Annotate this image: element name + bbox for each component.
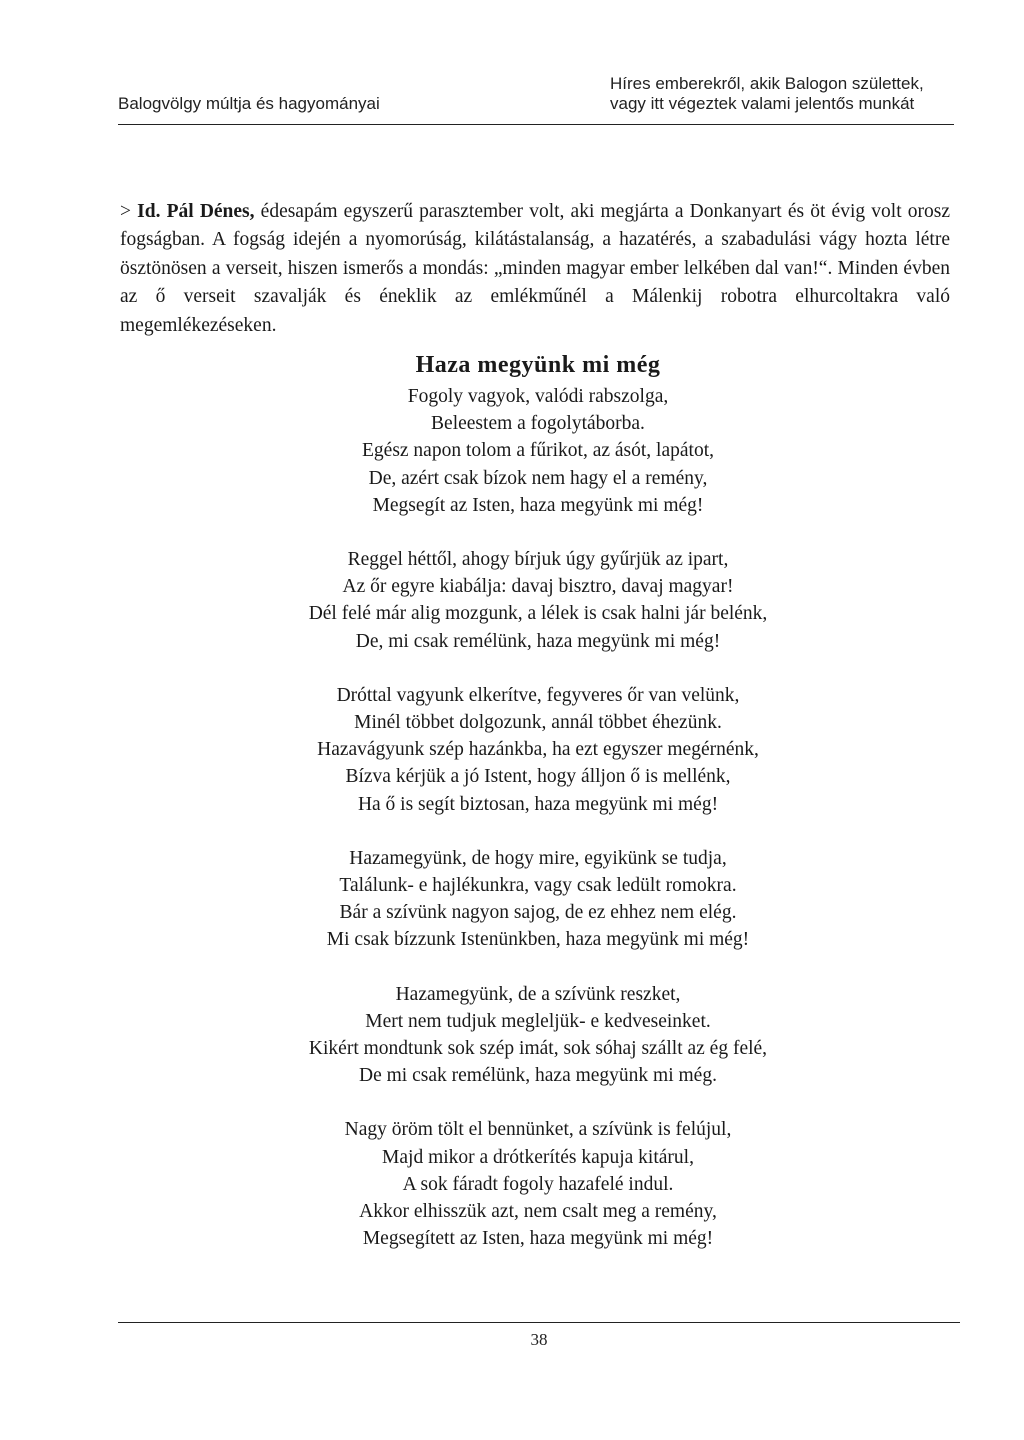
header-right-title: [610, 74, 924, 114]
intro-author-name: Id. Pál Dénes,: [137, 200, 255, 222]
poem-line: De, mi csak remélünk, haza megyünk mi még!: [355, 630, 721, 652]
poem-line: Ha ő is segít biztosan, haza megyünk mi még!: [357, 793, 719, 815]
poem-line: Hazamegyünk, de hogy mire, egyikünk se tudja,: [349, 847, 727, 869]
poem-line: Beleestem a fogolytáborba.: [431, 413, 645, 435]
poem-line: De, azért csak bízok nem hagy el a remény,: [368, 467, 708, 489]
footer-rule: [118, 1322, 960, 1323]
poem-title: Haza megyünk mi még: [415, 352, 661, 378]
poem-stanza: [120, 1116, 956, 1252]
header-left-title: Balogvölgy múltja és hagyományai: [118, 94, 380, 113]
poem-stanza: [120, 981, 956, 1090]
intro-paragraph: [120, 198, 950, 341]
poem-line: Hazamegyünk, de a szívünk reszket,: [395, 983, 681, 1005]
poem: [120, 348, 956, 1279]
poem-line: Akkor elhisszük azt, nem csalt meg a remény,: [359, 1201, 717, 1223]
poem-line: Hazavágyunk szép hazánkba, ha ezt egyszer megérnénk,: [317, 739, 759, 761]
header-rule: [118, 124, 954, 125]
poem-line: Mi csak bízzunk Istenünkben, haza megyünk mi még!: [326, 929, 750, 951]
poem-line: Bár a szívünk nagyon sajog, de ez ehhez nem elég.: [339, 902, 737, 924]
poem-stanza: [120, 546, 956, 655]
poem-line: Találunk- e hajlékunkra, vagy csak ledült romokra.: [339, 875, 737, 897]
poem-stanzas: [120, 383, 956, 1252]
poem-line: Bízva kérjük a jó Istent, hogy álljon ő is mellénk,: [345, 766, 731, 788]
intro-text: édesapám egyszerű parasztember volt, aki megjárta a Donkanyart és öt évig volt orosz fogságban. A fogság idején a nyomorúság, kilátástalanság, a hazatérés, a szabadulási vágy hozta létre ösztönösen a verseit, hiszen ismerős a mondás: „minden magyar ember lelkében dal van!“. Minden évben az ő verseit szavalják és éneklik az emlékműnél a Málenkij robotra elhurcoltakra való megemlékezéseken.: [120, 200, 950, 336]
poem-line: De mi csak remélünk, haza megyünk mi még.: [359, 1065, 717, 1087]
poem-line: Egész napon tolom a fűrikot, az ásót, lapátot,: [362, 440, 714, 462]
poem-line: A sok fáradt fogoly hazafelé indul.: [402, 1173, 674, 1195]
poem-line: Fogoly vagyok, valódi rabszolga,: [407, 386, 669, 407]
poem-line: Az őr egyre kiabálja: davaj bisztro, davaj magyar!: [342, 576, 734, 598]
poem-line: Mert nem tudjuk megleljük- e kedveseinket.: [365, 1010, 711, 1032]
intro-marker: >: [120, 200, 138, 222]
poem-line: Megsegített az Isten, haza megyünk mi még!: [362, 1228, 714, 1250]
header-right-line-1: Híres emberekről, akik Balogon születtek,: [610, 74, 924, 93]
header-right-line-2: vagy itt végeztek valami jelentős munkát: [610, 94, 915, 113]
poem-line: Minél többet dolgozunk, annál többet éhezünk.: [354, 712, 722, 734]
poem-line: Dél felé már alig mozgunk, a lélek is csak halni jár belénk,: [308, 603, 768, 625]
poem-line: Kikért mondtunk sok szép imát, sok sóhaj szállt az ég felé,: [308, 1038, 768, 1060]
poem-line: Nagy öröm tölt el bennünket, a szívünk is felújul,: [344, 1119, 732, 1141]
poem-line: Dróttal vagyunk elkerítve, fegyveres őr van velünk,: [336, 684, 740, 706]
poem-stanza: [120, 845, 956, 954]
page-number: 38: [530, 1330, 548, 1349]
poem-stanza: [120, 682, 956, 818]
poem-line: Reggel héttől, ahogy bírjuk úgy gyűrjük az ipart,: [347, 549, 729, 571]
poem-stanza: [120, 383, 956, 519]
poem-line: Majd mikor a drótkerítés kapuja kitárul,: [382, 1146, 694, 1168]
poem-line: Megsegít az Isten, haza megyünk mi még!: [372, 494, 704, 516]
running-header: [118, 70, 954, 124]
